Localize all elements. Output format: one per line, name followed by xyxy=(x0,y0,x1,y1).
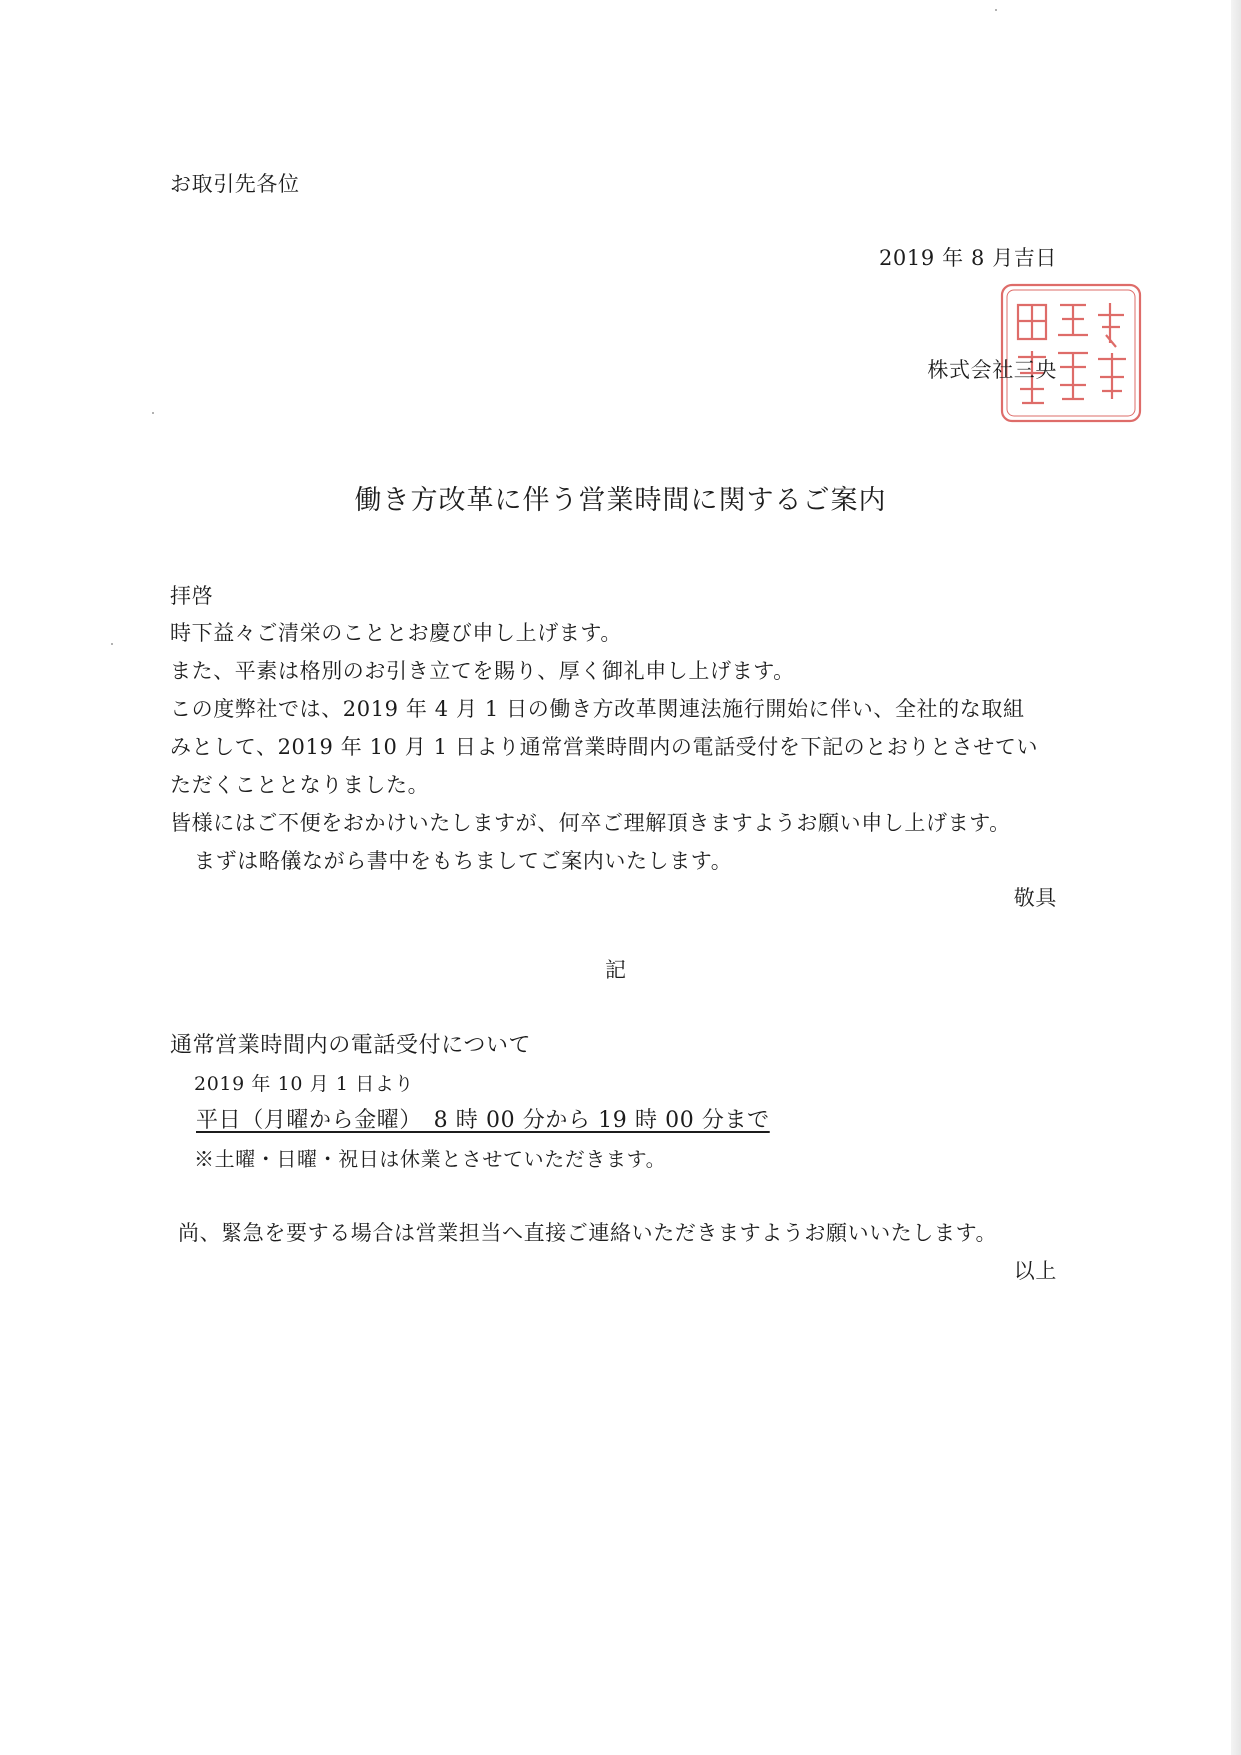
body-line: まずは略儀ながら書中をもちましてご案内いたします。 xyxy=(194,849,733,873)
body-line: また、平素は格別のお引き立てを賜り、厚く御礼申し上げます。 xyxy=(170,659,795,683)
sender-company: 株式会社三央 xyxy=(927,358,1057,382)
addressee: お取引先各位 xyxy=(170,172,300,196)
body-line: みとして、2019 年 10 月 1 日より通常営業時間内の電話受付を下記のとおりとさせてい xyxy=(170,735,1039,759)
company-seal-stamp xyxy=(998,281,1144,425)
scan-speck xyxy=(111,643,113,645)
scan-speck xyxy=(995,9,997,11)
record-mark: 記 xyxy=(605,958,626,982)
salutation-opening: 拝啓 xyxy=(170,584,214,608)
details-business-hours: 平日（月曜から金曜） 8 時 00 分から 19 時 00 分まで xyxy=(196,1108,770,1133)
scan-speck xyxy=(152,412,154,414)
end-mark: 以上 xyxy=(1013,1259,1057,1283)
scan-edge xyxy=(1231,0,1241,1755)
body-line: この度弊社では、2019 年 4 月 1 日の働き方改革関連法施行開始に伴い、全社的な取組 xyxy=(170,697,1025,721)
salutation-closing: 敬具 xyxy=(1013,886,1057,910)
details-heading: 通常営業時間内の電話受付について xyxy=(170,1033,532,1058)
details-effective-date: 2019 年 10 月 1 日より xyxy=(194,1073,415,1095)
details-holiday-note: ※土曜・日曜・祝日は休業とさせていただきます。 xyxy=(194,1147,667,1171)
document-title: 働き方改革に伴う営業時間に関するご案内 xyxy=(354,485,887,516)
body-line: 皆様にはご不便をおかけいたしますが、何卒ご理解頂きますようお願い申し上げます。 xyxy=(170,811,1011,835)
postscript: 尚、緊急を要する場合は営業担当へ直接ご連絡いただきますようお願いいたします。 xyxy=(178,1221,998,1245)
document-date: 2019 年 8 月吉日 xyxy=(878,246,1057,270)
body-line: 時下益々ご清栄のこととお慶び申し上げます。 xyxy=(170,621,622,645)
body-line: ただくこととなりました。 xyxy=(170,773,430,797)
